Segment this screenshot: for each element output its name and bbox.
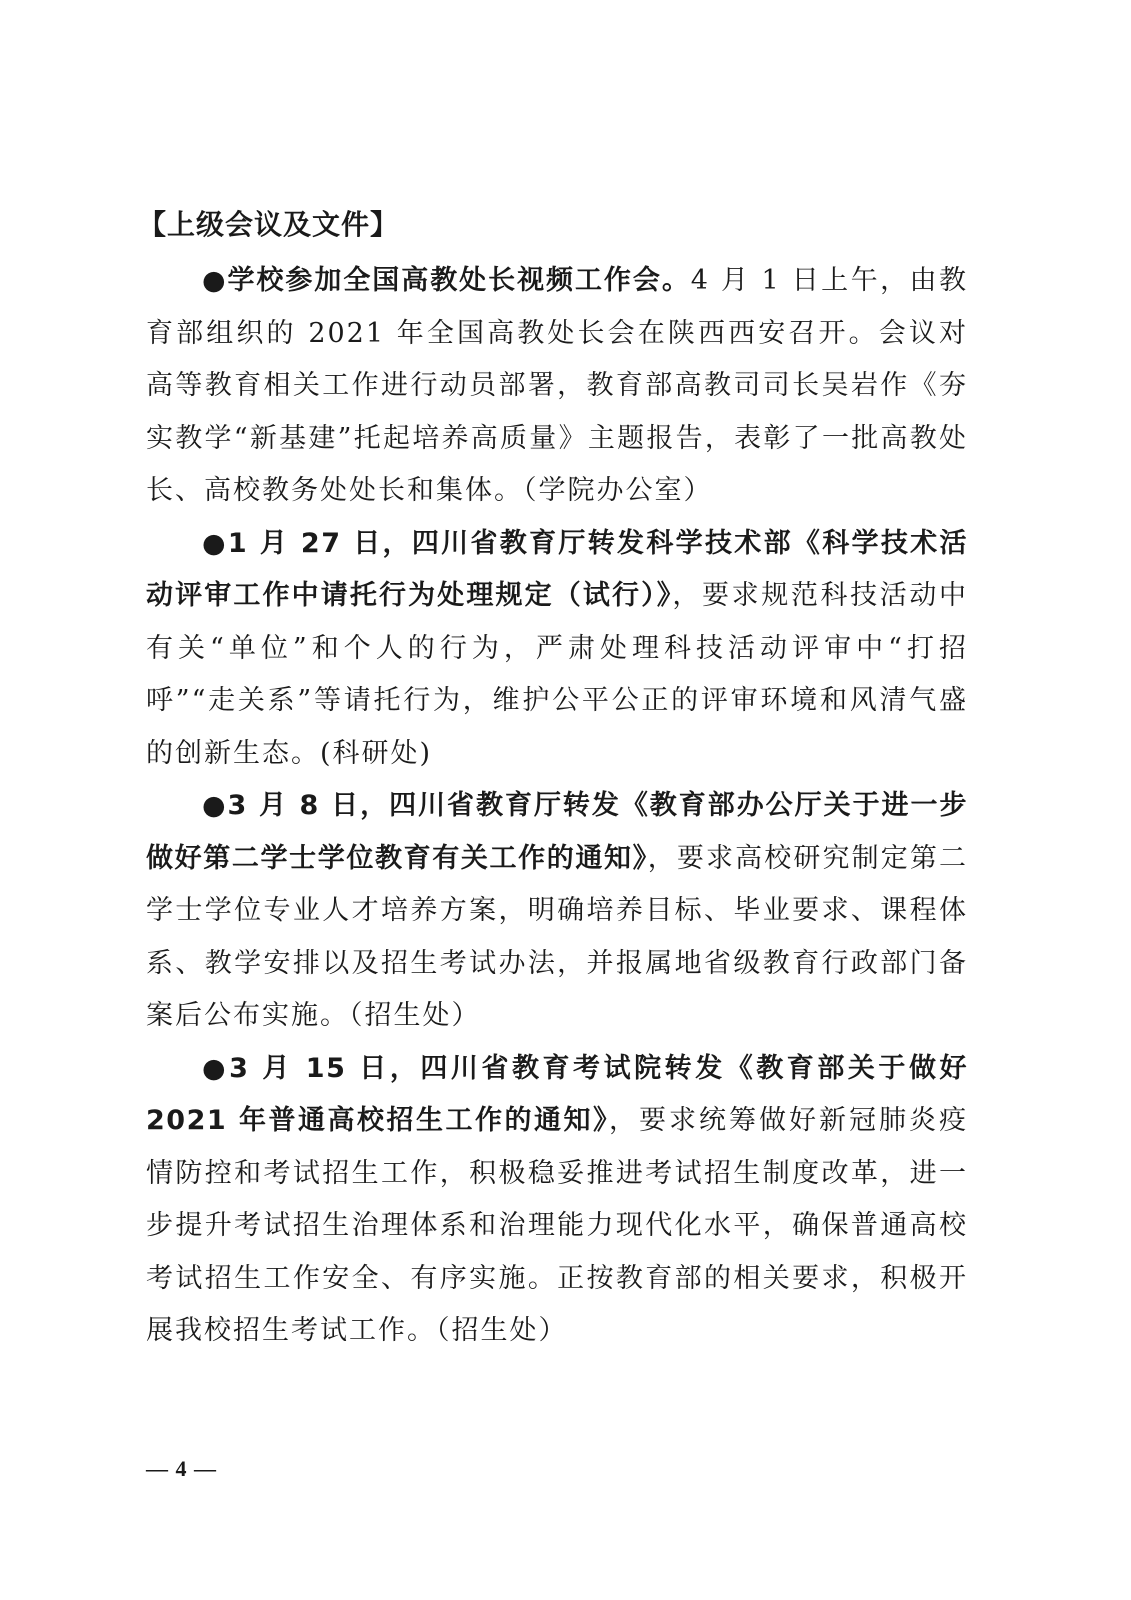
news-item-2-lead: ●1 月 27 日，四川省教育厅转发科学技术部《科学技术活动评审工作中请托行为处理规定（试行）》 bbox=[146, 527, 968, 611]
news-item-3-body: ，要求高校研究制定第二学士学位专业人才培养方案，明确培养目标、毕业要求、课程体系、教学安排以及招生考试办法，并报属地省级教育行政部门备案后公布实施。（招生处） bbox=[146, 842, 968, 1031]
news-item-3-lead: ●3 月 8 日，四川省教育厅转发《教育部办公厅关于进一步做好第二学士学位教育有关工作的通知》 bbox=[146, 790, 968, 874]
news-item-1-lead: ●学校参加全国高教处长视频工作会。 bbox=[202, 265, 691, 296]
news-item-4-body: ，要求统筹做好新冠肺炎疫情防控和考试招生工作，积极稳妥推进考试招生制度改革，进一步提升考试招生治理体系和治理能力现代化水平，确保普通高校考试招生工作安全、有序实施。正按教育部的相关要求，积极开展我校招生考试工作。（招生处） bbox=[146, 1105, 969, 1346]
section-title: 【上级会议及文件】 bbox=[138, 208, 400, 241]
document-page bbox=[138, 205, 969, 1358]
page-number: — 4 — bbox=[146, 1456, 217, 1481]
news-item-4-lead: ●3 月 15 日，四川省教育考试院转发《教育部关于做好 2021 年普通高校招生工作的通知》 bbox=[146, 1052, 968, 1136]
news-item-3 bbox=[146, 780, 968, 1043]
news-item-2 bbox=[146, 518, 968, 781]
news-item-4 bbox=[146, 1043, 968, 1358]
news-item-2-body: ，要求规范科技活动中有关“单位”和个人的行为，严肃处理科技活动评审中“打招呼”“走关系”等请托行为，维护公平公正的评审环境和风清气盛的创新生态。(科研处) bbox=[146, 580, 968, 769]
news-item-1-body: 4 月 1 日上午，由教育部组织的 2021 年全国高教处长会在陕西西安召开。会议对高等教育相关工作进行动员部署，教育部高教司司长吴岩作《夯实教学“新基建”托起培养高质量》主题报告，表彰了一批高教处长、高校教务处处长和集体。（学院办公室） bbox=[146, 265, 968, 506]
news-item-1 bbox=[146, 255, 968, 518]
